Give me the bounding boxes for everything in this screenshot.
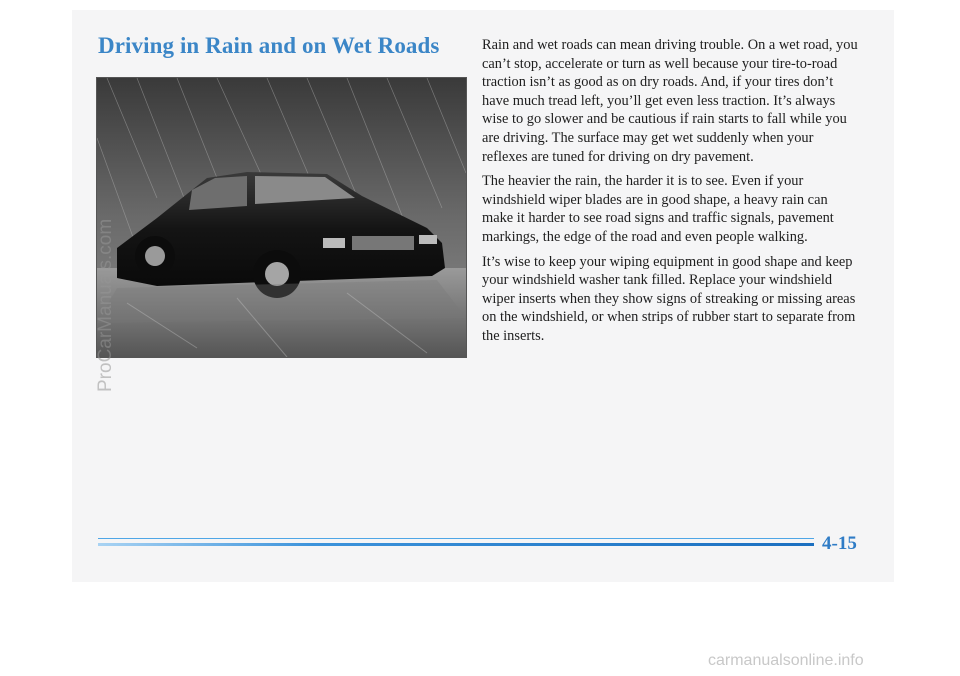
paragraph: The heavier the rain, the harder it is to see. Even if your windshield wiper blades are in good shape, a heavy rain can make it harder to see road signs and traffic signals, pavement markings, the edge of the road and even people walking. — [482, 173, 834, 245]
page-number: 4-15 — [822, 533, 857, 554]
car-in-rain-photo — [96, 77, 467, 358]
paragraph: Rain and wet roads can mean driving trouble. On a wet road, you can’t stop, accelerate or turn as well because your tire-to-road traction isn’t as good as on dry roads. And, if your tires don’t have much tread left, you’ll get even less traction. It’s always wise to go slower and be cautious if rain starts to fall while you are driving. The surface may get wet suddenly when your reflexes are tuned for driving on dry pavement. — [482, 37, 858, 165]
footer-rule-thin — [98, 538, 814, 539]
body-text — [482, 36, 862, 352]
section-heading: Driving in Rain and on Wet Roads — [98, 33, 440, 58]
side-watermark: ProCarManuals.com — [95, 218, 116, 392]
footer-rule-thick — [98, 543, 814, 546]
paragraph: It’s wise to keep your wiping equipment in good shape and keep your windshield washer tank filled. Replace your windshield wiper inserts when they show signs of streaking or missing areas on the windshield, or when strips of rubber start to separate from the inserts. — [482, 253, 856, 344]
footer-watermark: carmanualsonline.info — [708, 652, 864, 669]
